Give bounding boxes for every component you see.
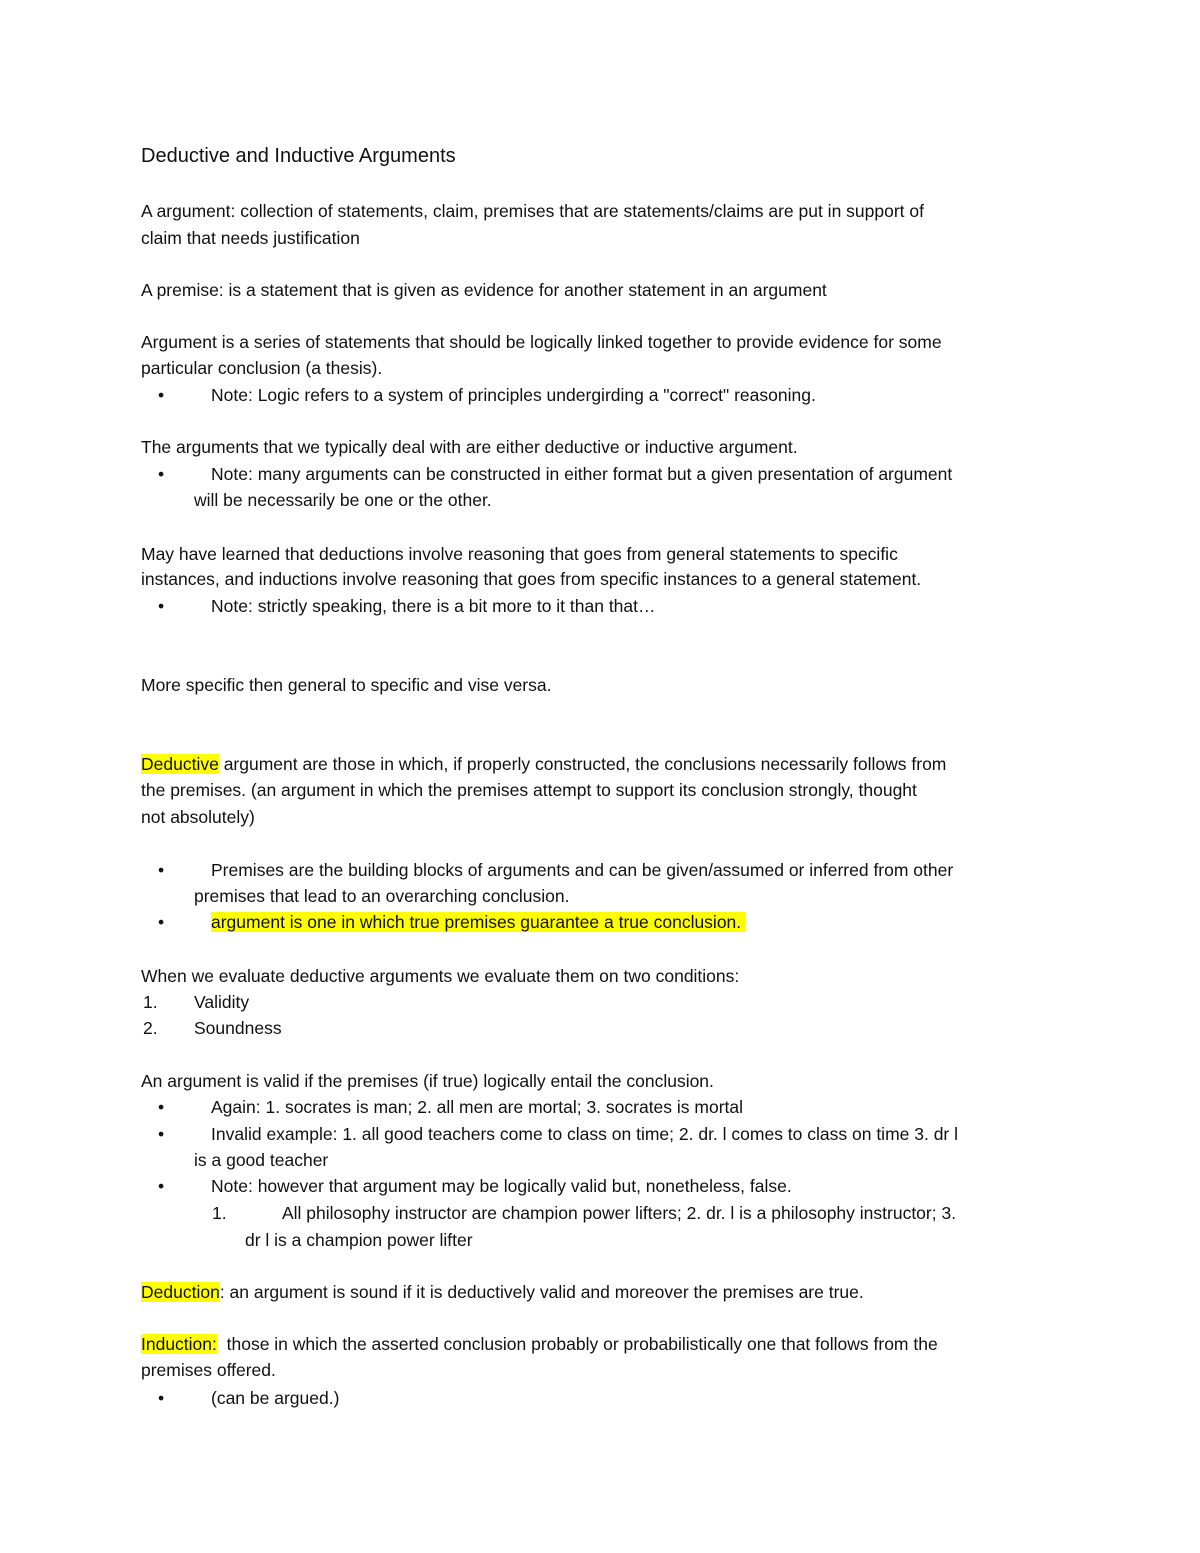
- bullet-icon: •: [158, 1388, 165, 1408]
- numbered-item: All philosophy instructor are champion power lifters; 2. dr. l is a philosophy instructor; 3.: [282, 1203, 957, 1223]
- bullet-item: Note: many arguments can be constructed in either format but a given presentation of argument: [211, 464, 953, 484]
- paragraph-line: More specific then general to specific and vise versa.: [141, 675, 552, 695]
- paragraph-line: The arguments that we typically deal with are either deductive or inductive argument.: [141, 437, 798, 457]
- list-number: 2.: [143, 1018, 158, 1038]
- bullet-item: Again: 1. socrates is man; 2. all men are mortal; 3. socrates is mortal: [211, 1097, 744, 1117]
- bullet-item-continuation: premises that lead to an overarching conclusion.: [194, 886, 570, 906]
- numbered-item: Soundness: [194, 1018, 282, 1038]
- bullet-icon: •: [158, 385, 165, 405]
- highlighted-term: Induction:: [141, 1334, 217, 1354]
- paragraph-line: particular conclusion (a thesis).: [141, 358, 383, 378]
- paragraph-line: [141, 751, 946, 777]
- bullet-item: (can be argued.): [211, 1388, 340, 1408]
- numbered-item-continuation: dr l is a champion power lifter: [245, 1230, 473, 1250]
- paragraph-text: argument are those in which, if properly constructed, the conclusions necessarily follows from: [218, 754, 947, 774]
- highlighted-term: Deduction: [141, 1282, 220, 1302]
- highlighted-text: argument is one in which true premises guarantee a true conclusion.: [211, 912, 742, 932]
- list-number: 1.: [143, 992, 158, 1012]
- bullet-icon: •: [158, 1176, 165, 1196]
- paragraph-line: May have learned that deductions involve reasoning that goes from general statements to specific: [141, 544, 898, 564]
- bullet-icon: •: [158, 912, 165, 932]
- paragraph-line: instances, and inductions involve reasoning that goes from specific instances to a general statement.: [141, 569, 922, 589]
- paragraph-line: A premise: is a statement that is given as evidence for another statement in an argument: [141, 280, 827, 300]
- paragraph-line: Argument is a series of statements that should be logically linked together to provide evidence for some: [141, 332, 942, 352]
- bullet-item: Premises are the building blocks of arguments and can be given/assumed or inferred from other: [211, 860, 954, 880]
- bullet-item: Note: strictly speaking, there is a bit more to it than that…: [211, 596, 656, 616]
- numbered-item: Validity: [194, 992, 250, 1012]
- bullet-item: Note: however that argument may be logically valid but, nonetheless, false.: [211, 1176, 792, 1196]
- paragraph-line: A argument: collection of statements, claim, premises that are statements/claims are put in support of: [141, 201, 924, 221]
- bullet-item-continuation: is a good teacher: [194, 1150, 329, 1170]
- paragraph-line: claim that needs justification: [141, 228, 360, 248]
- paragraph-text: those in which the asserted conclusion probably or probabilistically one that follows from the: [216, 1334, 938, 1354]
- bullet-icon: •: [158, 1124, 165, 1144]
- paragraph-line: the premises. (an argument in which the premises attempt to support its conclusion strongly, thought: [141, 780, 917, 800]
- paragraph-line: premises offered.: [141, 1360, 276, 1380]
- paragraph-line: When we evaluate deductive arguments we evaluate them on two conditions:: [141, 966, 740, 986]
- bullet-icon: •: [158, 860, 165, 880]
- bullet-icon: •: [158, 464, 165, 484]
- paragraph-line: [141, 1279, 864, 1305]
- list-number: 1.: [212, 1203, 227, 1223]
- paragraph-text: : an argument is sound if it is deductively valid and moreover the premises are true.: [219, 1282, 864, 1302]
- bullet-icon: •: [158, 1097, 165, 1117]
- paragraph-line: An argument is valid if the premises (if true) logically entail the conclusion.: [141, 1071, 714, 1091]
- paragraph-line: [141, 1331, 938, 1357]
- bullet-item: [211, 909, 746, 935]
- highlighted-term: Deductive: [141, 754, 219, 774]
- document-title: Deductive and Inductive Arguments: [141, 145, 456, 167]
- bullet-icon: •: [158, 596, 165, 616]
- paragraph-line: not absolutely): [141, 807, 255, 827]
- bullet-item-continuation: will be necessarily be one or the other.: [194, 490, 492, 510]
- bullet-item: Invalid example: 1. all good teachers come to class on time; 2. dr. l comes to class on time 3. dr l: [211, 1124, 959, 1144]
- bullet-item: Note: Logic refers to a system of principles undergirding a "correct" reasoning.: [211, 385, 816, 405]
